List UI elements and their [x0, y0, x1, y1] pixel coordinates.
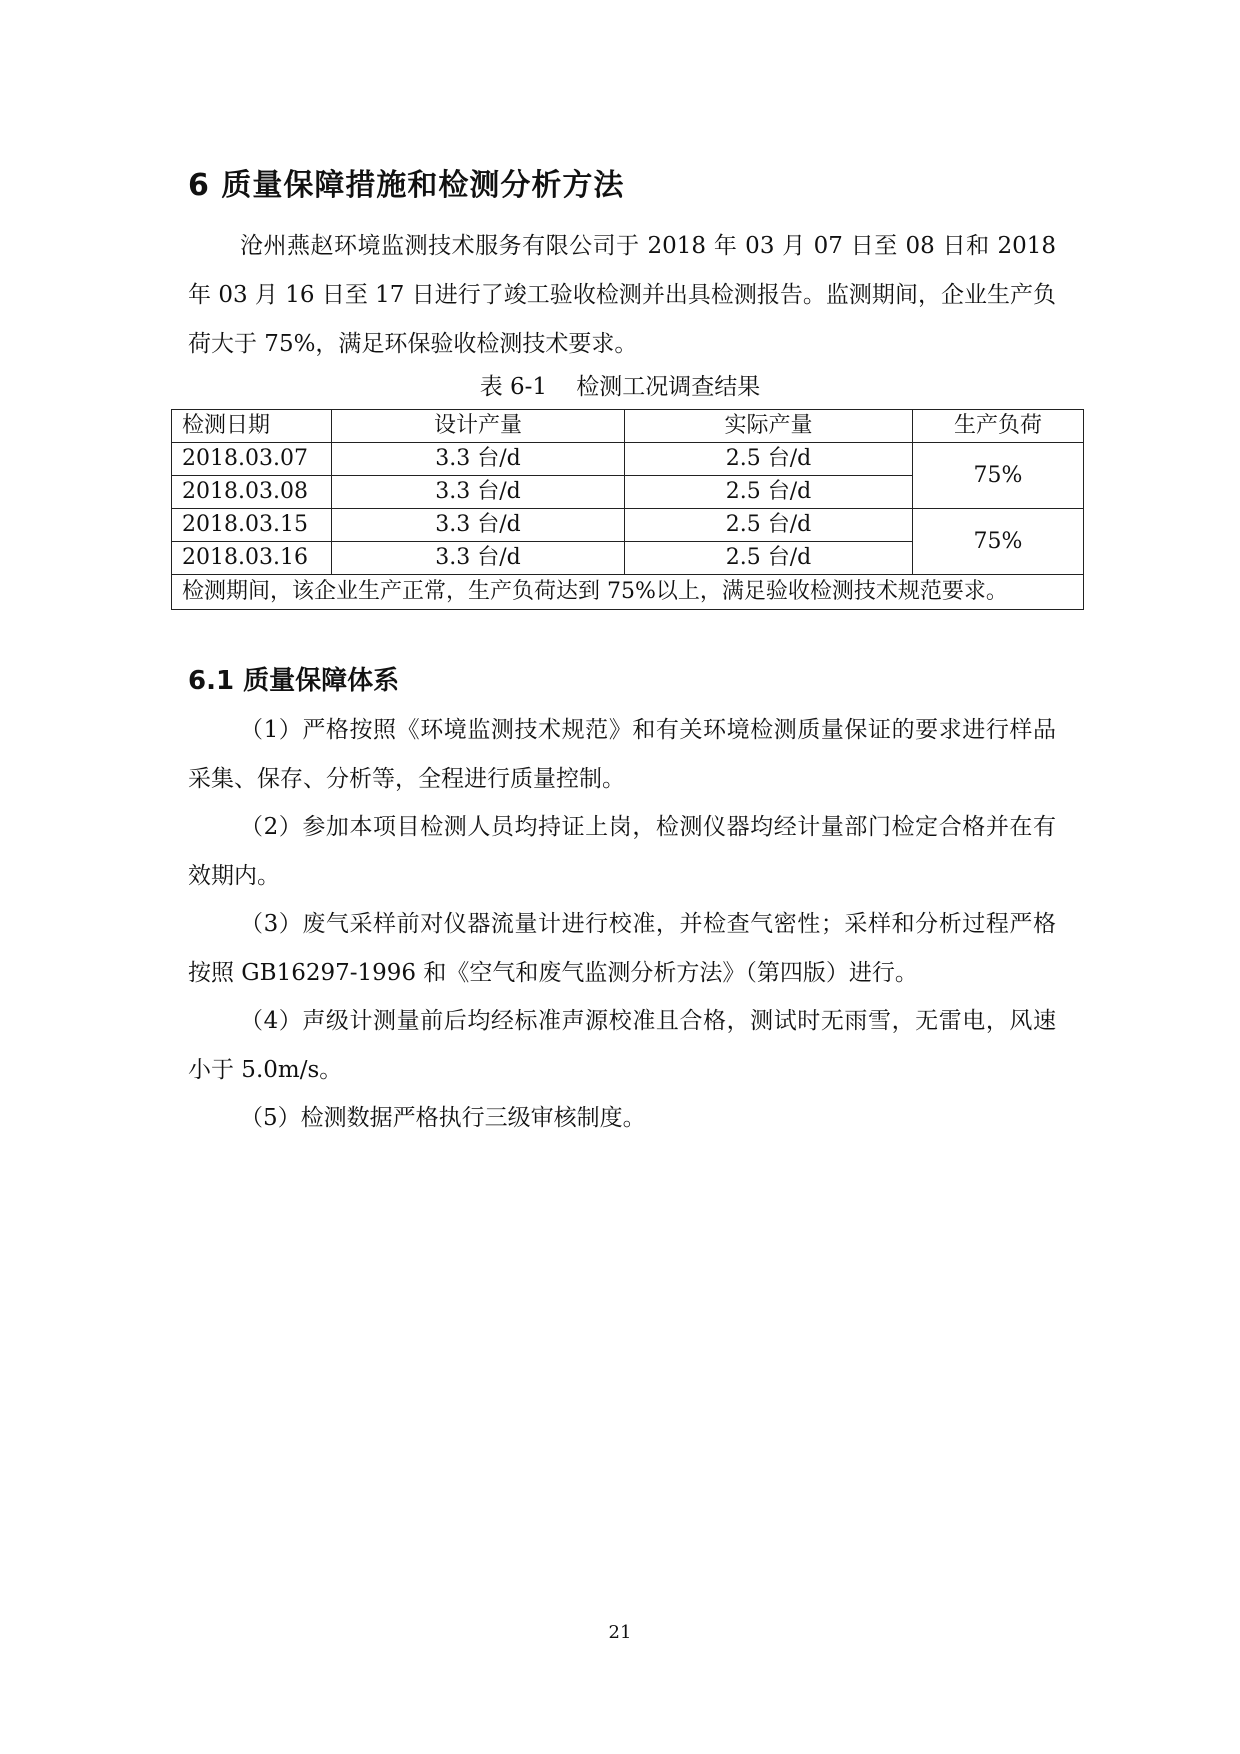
cell-load: 75% — [913, 509, 1084, 575]
table-row — [172, 509, 1084, 542]
intro-paragraph: 沧州燕赵环境监测技术服务有限公司于 2018 年 03 月 07 日至 08 日和 2018 年 03 月 16 日至 17 日进行了竣工验收检测并出具检测报告。监测期间，企业生产负荷大于 75%，满足环保验收检测技术要求。 — [188, 233, 1056, 357]
table-caption: 表 6-1 检测工况调查结果 — [479, 374, 761, 400]
cell-date: 2018.03.16 — [172, 542, 332, 575]
page-number: 21 — [608, 1622, 632, 1643]
list-item: （4）声级计测量前后均经标准声源校准且合格，测试时无雨雪，无雷电，风速小于 5.0m/s。 — [188, 1008, 1056, 1083]
table-note: 检测期间，该企业生产正常，生产负荷达到 75%以上，满足验收检测技术规范要求。 — [172, 575, 1084, 610]
subsection-heading: 6.1 质量保障体系 — [188, 666, 400, 696]
cell-actual: 2.5 台/d — [625, 542, 913, 575]
header-design: 设计产量 — [332, 410, 625, 443]
table-row — [172, 443, 1084, 476]
header-date: 检测日期 — [172, 410, 332, 443]
list-item: （3）废气采样前对仪器流量计进行校准，并检查气密性；采样和分析过程严格按照 GB16297-1996 和《空气和废气监测分析方法》（第四版）进行。 — [188, 911, 1056, 986]
table-note-row — [172, 575, 1084, 610]
cell-date: 2018.03.08 — [172, 476, 332, 509]
cell-actual: 2.5 台/d — [625, 476, 913, 509]
cell-actual: 2.5 台/d — [625, 509, 913, 542]
list-item: （1）严格按照《环境监测技术规范》和有关环境检测质量保证的要求进行样品采集、保存、分析等，全程进行质量控制。 — [188, 717, 1056, 792]
cell-design: 3.3 台/d — [332, 476, 625, 509]
cell-date: 2018.03.07 — [172, 443, 332, 476]
section-heading: 6 质量保障措施和检测分析方法 — [188, 168, 625, 203]
cell-design: 3.3 台/d — [332, 542, 625, 575]
header-load: 生产负荷 — [913, 410, 1084, 443]
working-condition-table — [171, 409, 1084, 610]
cell-date: 2018.03.15 — [172, 509, 332, 542]
cell-design: 3.3 台/d — [332, 443, 625, 476]
cell-design: 3.3 台/d — [332, 509, 625, 542]
header-actual: 实际产量 — [625, 410, 913, 443]
cell-load: 75% — [913, 443, 1084, 509]
table-header-row — [172, 410, 1084, 443]
list-item: （2）参加本项目检测人员均持证上岗，检测仪器均经计量部门检定合格并在有效期内。 — [188, 814, 1056, 889]
list-item: （5）检测数据严格执行三级审核制度。 — [240, 1105, 646, 1131]
cell-actual: 2.5 台/d — [625, 443, 913, 476]
